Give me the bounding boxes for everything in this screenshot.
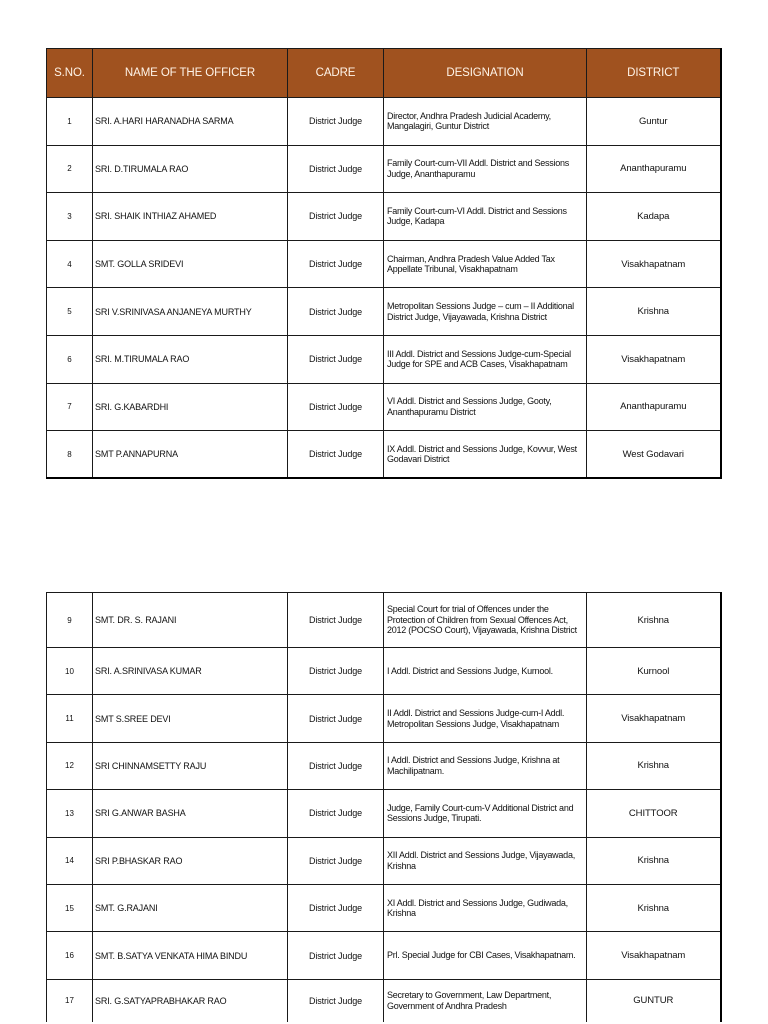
serial-number-cell: 9 <box>47 593 93 648</box>
officer-name-cell: SMT. GOLLA SRIDEVI <box>93 240 288 288</box>
officer-name-cell: SRI G.ANWAR BASHA <box>93 790 288 837</box>
table-row <box>47 240 721 288</box>
district-cell: Krishna <box>587 837 721 884</box>
serial-number-cell: 13 <box>47 790 93 837</box>
designation-cell: Family Court-cum-VI Addl. District and Sessions Judge, Kadapa <box>384 193 587 241</box>
table-row <box>47 431 721 479</box>
officer-name-cell: SRI. G.SATYAPRABHAKAR RAO <box>93 979 288 1022</box>
table-row <box>47 790 721 837</box>
table-row <box>47 884 721 931</box>
designation-cell: Director, Andhra Pradesh Judicial Academy, Mangalagiri, Guntur District <box>384 98 587 146</box>
officer-name-cell: SRI. G.KABARDHI <box>93 383 288 431</box>
officer-name-cell: SMT. G.RAJANI <box>93 884 288 931</box>
designation-cell: I Addl. District and Sessions Judge, Krishna at Machilipatnam. <box>384 742 587 789</box>
serial-number-cell: 12 <box>47 742 93 789</box>
header-sno: S.NO. <box>47 49 93 98</box>
district-cell: Krishna <box>587 884 721 931</box>
district-cell: Ananthapuramu <box>587 383 721 431</box>
serial-number-cell: 16 <box>47 932 93 979</box>
cadre-cell: District Judge <box>288 240 384 288</box>
table-row <box>47 593 721 648</box>
district-cell: Krishna <box>587 742 721 789</box>
table-row <box>47 695 721 742</box>
table-row <box>47 383 721 431</box>
header-designation: DESIGNATION <box>384 49 587 98</box>
serial-number-cell: 2 <box>47 145 93 193</box>
designation-cell: VI Addl. District and Sessions Judge, Gooty, Ananthapuramu District <box>384 383 587 431</box>
district-cell: GUNTUR <box>587 979 721 1022</box>
table-row <box>47 648 721 695</box>
serial-number-cell: 3 <box>47 193 93 241</box>
serial-number-cell: 10 <box>47 648 93 695</box>
district-cell: Kurnool <box>587 648 721 695</box>
district-cell: Kadapa <box>587 193 721 241</box>
officer-name-cell: SRI CHINNAMSETTY RAJU <box>93 742 288 789</box>
table-row <box>47 98 721 146</box>
header-cadre: CADRE <box>288 49 384 98</box>
serial-number-cell: 11 <box>47 695 93 742</box>
district-cell: CHITTOOR <box>587 790 721 837</box>
cadre-cell: District Judge <box>288 288 384 336</box>
cadre-cell: District Judge <box>288 884 384 931</box>
serial-number-cell: 7 <box>47 383 93 431</box>
officer-name-cell: SRI. M.TIRUMALA RAO <box>93 335 288 383</box>
cadre-cell: District Judge <box>288 790 384 837</box>
designation-cell: Judge, Family Court-cum-V Additional District and Sessions Judge, Tirupati. <box>384 790 587 837</box>
table-row <box>47 145 721 193</box>
officer-name-cell: SMT. DR. S. RAJANI <box>93 593 288 648</box>
officer-name-cell: SMT P.ANNAPURNA <box>93 431 288 479</box>
serial-number-cell: 1 <box>47 98 93 146</box>
designation-cell: XI Addl. District and Sessions Judge, Gudiwada, Krishna <box>384 884 587 931</box>
cadre-cell: District Judge <box>288 648 384 695</box>
officer-name-cell: SRI P.BHASKAR RAO <box>93 837 288 884</box>
officer-name-cell: SRI. SHAIK INTHIAZ AHAMED <box>93 193 288 241</box>
cadre-cell: District Judge <box>288 695 384 742</box>
officer-name-cell: SRI V.SRINIVASA ANJANEYA MURTHY <box>93 288 288 336</box>
cadre-cell: District Judge <box>288 593 384 648</box>
table-row <box>47 979 721 1022</box>
district-cell: West Godavari <box>587 431 721 479</box>
header-officer-name: NAME OF THE OFFICER <box>93 49 288 98</box>
officer-name-cell: SMT. B.SATYA VENKATA HIMA BINDU <box>93 932 288 979</box>
district-cell: Visakhapatnam <box>587 932 721 979</box>
table-row <box>47 932 721 979</box>
table-row <box>47 837 721 884</box>
district-cell: Visakhapatnam <box>587 240 721 288</box>
table-header-row <box>47 49 721 98</box>
cadre-cell: District Judge <box>288 193 384 241</box>
serial-number-cell: 5 <box>47 288 93 336</box>
officers-table-part-1 <box>46 48 722 479</box>
cadre-cell: District Judge <box>288 383 384 431</box>
cadre-cell: District Judge <box>288 431 384 479</box>
table-row <box>47 742 721 789</box>
officer-name-cell: SRI. D.TIRUMALA RAO <box>93 145 288 193</box>
serial-number-cell: 4 <box>47 240 93 288</box>
table-row <box>47 193 721 241</box>
cadre-cell: District Judge <box>288 145 384 193</box>
cadre-cell: District Judge <box>288 932 384 979</box>
designation-cell: Prl. Special Judge for CBI Cases, Visakhapatnam. <box>384 932 587 979</box>
district-cell: Ananthapuramu <box>587 145 721 193</box>
district-cell: Guntur <box>587 98 721 146</box>
officer-name-cell: SRI. A.HARI HARANADHA SARMA <box>93 98 288 146</box>
table-row <box>47 288 721 336</box>
designation-cell: Metropolitan Sessions Judge – cum – II Additional District Judge, Vijayawada, Krishna District <box>384 288 587 336</box>
officer-name-cell: SMT S.SREE DEVI <box>93 695 288 742</box>
cadre-cell: District Judge <box>288 742 384 789</box>
designation-cell: III Addl. District and Sessions Judge-cum-Special Judge for SPE and ACB Cases, Visakhapatnam <box>384 335 587 383</box>
table-row <box>47 335 721 383</box>
cadre-cell: District Judge <box>288 837 384 884</box>
designation-cell: IX Addl. District and Sessions Judge, Kovvur, West Godavari District <box>384 431 587 479</box>
officers-table-part-2 <box>46 592 722 1022</box>
designation-cell: Chairman, Andhra Pradesh Value Added Tax Appellate Tribunal, Visakhapatnam <box>384 240 587 288</box>
designation-cell: Secretary to Government, Law Department, Government of Andhra Pradesh <box>384 979 587 1022</box>
designation-cell: XII Addl. District and Sessions Judge, Vijayawada, Krishna <box>384 837 587 884</box>
serial-number-cell: 8 <box>47 431 93 479</box>
cadre-cell: District Judge <box>288 979 384 1022</box>
designation-cell: Family Court-cum-VII Addl. District and Sessions Judge, Ananthapuramu <box>384 145 587 193</box>
designation-cell: I Addl. District and Sessions Judge, Kurnool. <box>384 648 587 695</box>
header-district: DISTRICT <box>587 49 721 98</box>
cadre-cell: District Judge <box>288 98 384 146</box>
serial-number-cell: 6 <box>47 335 93 383</box>
district-cell: Krishna <box>587 288 721 336</box>
serial-number-cell: 17 <box>47 979 93 1022</box>
district-cell: Krishna <box>587 593 721 648</box>
designation-cell: II Addl. District and Sessions Judge-cum-I Addl. Metropolitan Sessions Judge, Visakhapatnam <box>384 695 587 742</box>
designation-cell: Special Court for trial of Offences under the Protection of Children from Sexual Offences Act, 2012 (POCSO Court), Vijayawada, Krishna District <box>384 593 587 648</box>
district-cell: Visakhapatnam <box>587 695 721 742</box>
district-cell: Visakhapatnam <box>587 335 721 383</box>
serial-number-cell: 15 <box>47 884 93 931</box>
officer-name-cell: SRI. A.SRINIVASA KUMAR <box>93 648 288 695</box>
cadre-cell: District Judge <box>288 335 384 383</box>
serial-number-cell: 14 <box>47 837 93 884</box>
